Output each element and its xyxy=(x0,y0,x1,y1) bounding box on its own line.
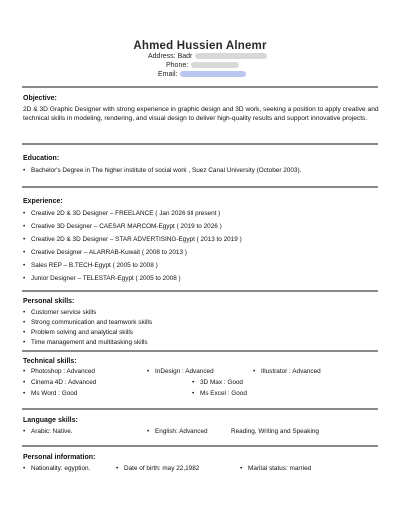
divider xyxy=(22,186,378,188)
skill-item: • Ms Excel : Good xyxy=(192,390,247,397)
divider xyxy=(22,290,378,292)
skill-item: • Illustrator : Advanced xyxy=(253,368,321,375)
address-redacted xyxy=(195,53,267,59)
skill-item: • Photoshop : Advanced xyxy=(23,368,95,375)
info-item: • Marital status: married xyxy=(240,465,312,472)
divider xyxy=(22,86,378,88)
personal-skills-heading: Personal skills: xyxy=(23,298,75,305)
info-item: • Date of birth: may 22,1982 xyxy=(116,465,200,472)
education-heading: Education: xyxy=(23,155,60,162)
objective-text: 2D & 3D Graphic Designer with strong experience in graphic design and 3D work, seeking a position to apply creative and technical skills in modeling, rendering, and visual design to deliver high-quality results and support innovative projects. xyxy=(23,106,379,122)
list-item: • Creative 2D & 3D Designer – STAR ADVERTISING-Egypt ( 2013 to 2019 ) xyxy=(23,236,242,243)
phone-redacted xyxy=(191,62,239,68)
list-item: • Sales REP – B.TECH-Egypt ( 2005 to 2008 ) xyxy=(23,262,158,269)
divider xyxy=(22,350,378,352)
skill-item: • InDesign : Advanced xyxy=(147,368,214,375)
info-item: • Nationality: egyption. xyxy=(23,465,91,472)
personal-information-heading: Personal information: xyxy=(23,454,96,461)
email-redacted[interactable] xyxy=(180,71,246,77)
language-skills-heading: Language skills: xyxy=(23,417,78,424)
skill-item: • Ms Word : Good xyxy=(23,390,78,397)
language-detail: Reading, Writing and Speaking xyxy=(231,428,319,435)
language-item: • English: Advanced xyxy=(147,428,208,435)
list-item: • Strong communication and teamwork skills xyxy=(23,319,153,326)
resume-name: Ahmed Hussien Alnemr xyxy=(133,40,267,52)
list-item: • Customer service skills xyxy=(23,309,97,316)
list-item: • Creative 3D Designer – CAESAR MARCOM-Egypt ( 2019 to 2026 ) xyxy=(23,223,222,230)
list-item: • Bachelor's Degree in The higher institute of social work , Suez Canal University (October 2003). xyxy=(23,167,302,174)
list-item: • Creative Designer – ALARRAB-Kuwait ( 2008 to 2013 ) xyxy=(23,249,187,256)
technical-skills-heading: Technical skills: xyxy=(23,358,77,365)
list-item: • Problem solving and analytical skills xyxy=(23,329,133,336)
contact-phone xyxy=(166,62,239,69)
list-item: • Junior Designer – TELESTAR-Egypt ( 2005 to 2008 ) xyxy=(23,275,181,282)
list-item: • Creative 2D & 3D Designer – FREELANCE ( Jan 2026 till present ) xyxy=(23,210,221,217)
divider xyxy=(22,408,378,410)
skill-item: • Cinema 4D : Advanced xyxy=(23,379,97,386)
phone-label: Phone: xyxy=(166,62,189,69)
language-item: • Arabic: Native. xyxy=(23,428,73,435)
contact-address xyxy=(148,53,267,60)
list-item: • Time management and multitasking skills xyxy=(23,339,148,346)
email-label: Email: xyxy=(158,71,178,78)
divider xyxy=(22,143,378,145)
objective-heading: Objective: xyxy=(23,95,57,102)
divider xyxy=(22,445,378,447)
experience-heading: Experience: xyxy=(23,198,63,205)
contact-email xyxy=(158,71,246,78)
skill-item: • 3D Max : Good xyxy=(192,379,243,386)
address-label: Address: Badr xyxy=(148,53,193,60)
